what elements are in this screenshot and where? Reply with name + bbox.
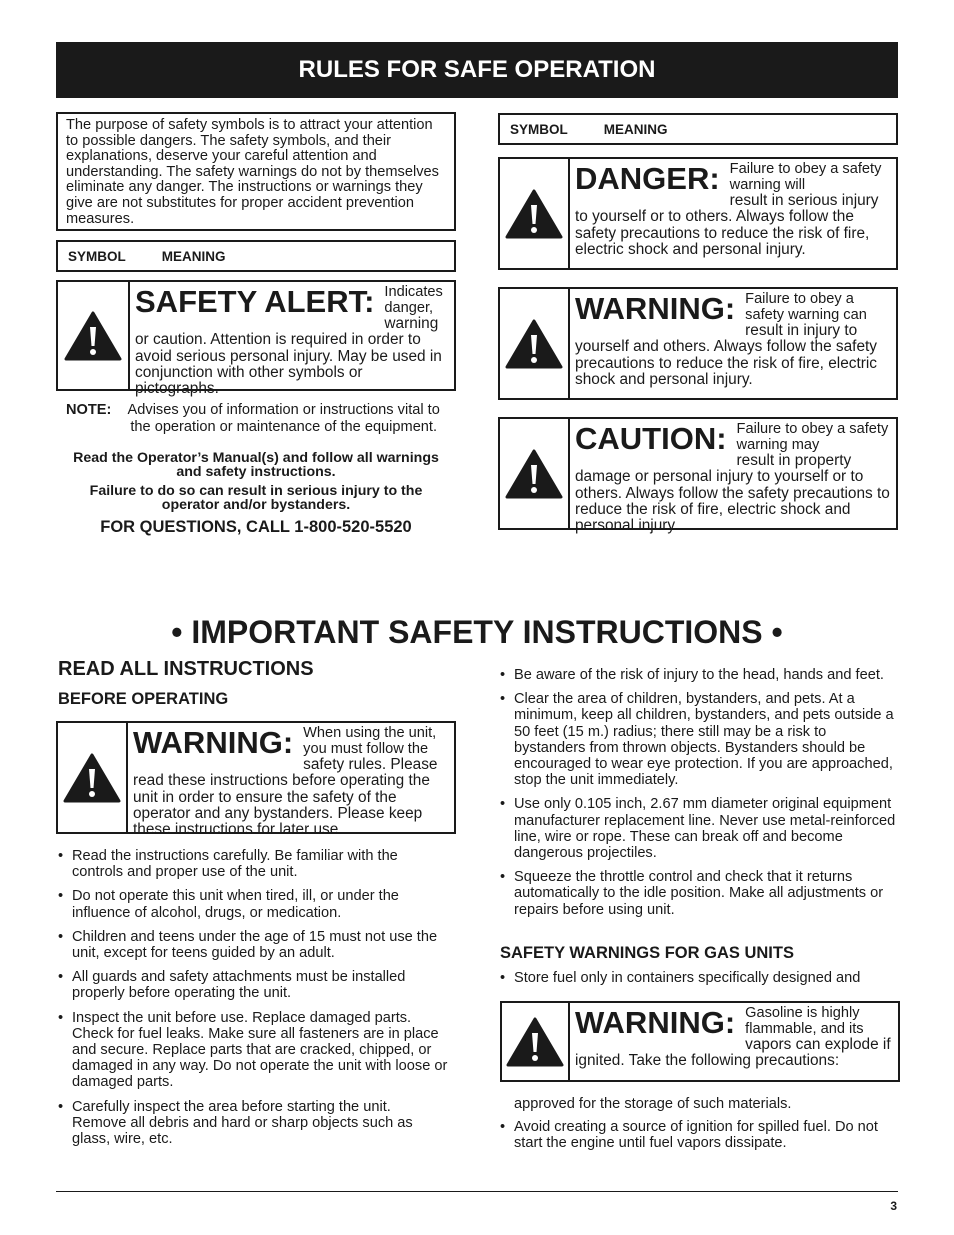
- caution-text: [570, 419, 896, 534]
- alert-triangle-icon: [64, 310, 122, 362]
- failure-warning-text: Failure to do so can result in serious injury to the operator and/or bystanders.: [89, 483, 423, 514]
- page-number: 3: [890, 1199, 897, 1213]
- list-item: • Children and teens under the age of 15 must not use the unit, except for teens guided by an adult.: [56, 929, 448, 961]
- meaning-column-label-right: MEANING: [603, 121, 668, 137]
- safety-alert-word: SAFETY ALERT:: [135, 284, 375, 319]
- danger-text: [570, 159, 896, 268]
- left-bullet-list: [56, 848, 448, 1155]
- list-item: • Store fuel only in containers specifically designed and: [498, 970, 900, 986]
- warning-before-lead: When using the unit, you must follow the: [303, 725, 437, 757]
- caution-triangle-icon: [505, 448, 563, 500]
- warning-gas-text: [570, 1003, 898, 1080]
- section-banner: [56, 42, 898, 98]
- caution-icon-cell: [500, 419, 570, 528]
- gas-units-heading: SAFETY WARNINGS FOR GAS UNITS: [500, 944, 794, 962]
- important-safety-heading: • IMPORTANT SAFETY INSTRUCTIONS •: [171, 614, 783, 650]
- banner-title: RULES FOR SAFE OPERATION: [298, 56, 656, 83]
- warning-box-before: [56, 721, 456, 838]
- list-item: • Squeeze the throttle control and check that it returns automatically to the idle position. Make all adjustments or repairs before using unit.: [498, 869, 900, 918]
- gas-bullet-list-1: [498, 970, 900, 994]
- list-item: • Inspect the unit before use. Replace damaged parts. Check for fuel leaks. Make sure all fasteners are in place and secure. Replace parts that are cracked, chipped, or damaged in any way. Do not operate the unit with loose or damaged parts.: [56, 1010, 448, 1091]
- list-item: • Do not operate this unit when tired, ill, or under the influence of alcohol, drugs, or medication.: [56, 888, 448, 920]
- symbol-header-right: [498, 113, 898, 145]
- intro-text: The purpose of safety symbols is to attract your attention to possible dangers. The safety symbols, and their explanations, deserve your careful attention and understanding. The safety warnings do not by themselves eliminate any danger. The instructions or warnings they give are not substitutes for proper accident prevention measures.: [66, 117, 439, 227]
- caution-body: result in property damage or personal injury to yourself or to others. Always follow the safety precautions to reduce the risk of fire, electric shock and personal injury.: [575, 452, 890, 534]
- warning-top-lead: Failure to obey a safety warning can: [745, 291, 867, 323]
- before-operating-heading: BEFORE OPERATING: [58, 690, 229, 708]
- warning-before-icon-cell: [58, 723, 128, 832]
- warning-before-word: WARNING:: [133, 725, 294, 760]
- list-item: • Avoid creating a source of ignition for spilled fuel. Do not start the engine until fuel vapors dissipate.: [498, 1119, 900, 1151]
- danger-body: result in serious injury to yourself or to others. Always follow the safety precautions to reduce the risk of fire, electric shock and personal injury.: [575, 192, 879, 258]
- symbol-header-left: [56, 240, 456, 272]
- caution-word: CAUTION:: [575, 421, 727, 456]
- read-manual-text: Read the Operator’s Manual(s) and follow all warnings and safety instructions.: [73, 450, 439, 481]
- warning-gas-icon-cell: [502, 1003, 570, 1080]
- list-item: • Be aware of the risk of injury to the head, hands and feet.: [498, 667, 900, 683]
- gas-continued-text: approved for the storage of such materials.: [514, 1096, 792, 1112]
- gas-bullet-list-2: [498, 1119, 900, 1159]
- list-item: • Carefully inspect the area before starting the unit. Remove all debris and hard or sharp objects such as glass, wire, etc.: [56, 1099, 448, 1148]
- caution-lead: Failure to obey a safety warning may: [736, 421, 889, 453]
- warning-box-gas: [500, 1001, 900, 1082]
- danger-box: [498, 157, 898, 270]
- danger-lead: Failure to obey a safety warning will: [729, 161, 882, 193]
- safety-alert-icon-cell: [58, 282, 130, 389]
- warning-top-word: WARNING:: [575, 291, 736, 326]
- safety-alert-text: [130, 282, 454, 397]
- symbol-column-label: SYMBOL: [68, 248, 126, 264]
- warning-triangle-icon: [505, 318, 563, 370]
- warning-top-body: result in injury to yourself and others. Always follow the safety precautions to reduce the risk of fire, electric shock and personal injury.: [575, 322, 877, 388]
- list-item: • Clear the area of children, bystanders, and pets. At a minimum, keep all children, bystanders, and pets outside a 50 feet (15 m.) radius; there still may be a risk to bystanders from thrown objects. Bystanders should be encouraged to wear eye protection. If you are approached, stop the unit immediately.: [498, 691, 900, 788]
- meaning-column-label: MEANING: [161, 248, 226, 264]
- warning-top-text: [570, 289, 896, 398]
- right-bullet-list: [498, 667, 900, 926]
- note-label: NOTE:: [66, 402, 112, 418]
- list-item: • All guards and safety attachments must be installed properly before operating the unit.: [56, 969, 448, 1001]
- questions-phone: FOR QUESTIONS, CALL 1-800-520-5520: [100, 518, 412, 536]
- warning-before-text: [128, 723, 454, 838]
- warning-gas-word: WARNING:: [575, 1005, 736, 1040]
- warning-top-icon-cell: [500, 289, 570, 398]
- list-item: • Use only 0.105 inch, 2.67 mm diameter original equipment manufacturer replacement line. Never use metal-reinforced line, wire or rope. These can break off and become dangerous projectiles.: [498, 796, 900, 861]
- note-block: [66, 402, 450, 436]
- warning-gas-body: vapors can explode if ignited. Take the following precautions:: [575, 1036, 891, 1070]
- safety-alert-lead: Indicates danger,: [384, 284, 443, 316]
- list-item: • Read the instructions carefully. Be familiar with the controls and proper use of the unit.: [56, 848, 448, 880]
- note-text: Advises you of information or instructions vital to the operation or maintenance of the equipment.: [127, 402, 440, 435]
- warning-before-body: safety rules. Please read these instructions before operating the unit in order to ensure the safety of the operator and any bystanders. Please keep these instructions for later use.: [133, 756, 438, 838]
- safety-alert-body: warning or caution. Attention is required in order to avoid serious personal injury. May be used in conjunction with other symbols or pictographs.: [135, 315, 442, 397]
- symbol-column-label-right: SYMBOL: [510, 121, 568, 137]
- intro-box: [56, 112, 456, 231]
- read-all-heading: READ ALL INSTRUCTIONS: [58, 658, 314, 680]
- danger-icon-cell: [500, 159, 570, 268]
- warning-before-triangle-icon: [63, 752, 121, 804]
- warning-gas-lead: Gasoline is highly flammable, and its: [745, 1005, 864, 1037]
- caution-box: [498, 417, 898, 534]
- warning-box-top: [498, 287, 898, 400]
- warning-gas-triangle-icon: [506, 1016, 564, 1068]
- danger-triangle-icon: [505, 188, 563, 240]
- footer-rule: [56, 1191, 898, 1192]
- danger-word: DANGER:: [575, 161, 720, 196]
- safety-alert-box: [56, 280, 456, 397]
